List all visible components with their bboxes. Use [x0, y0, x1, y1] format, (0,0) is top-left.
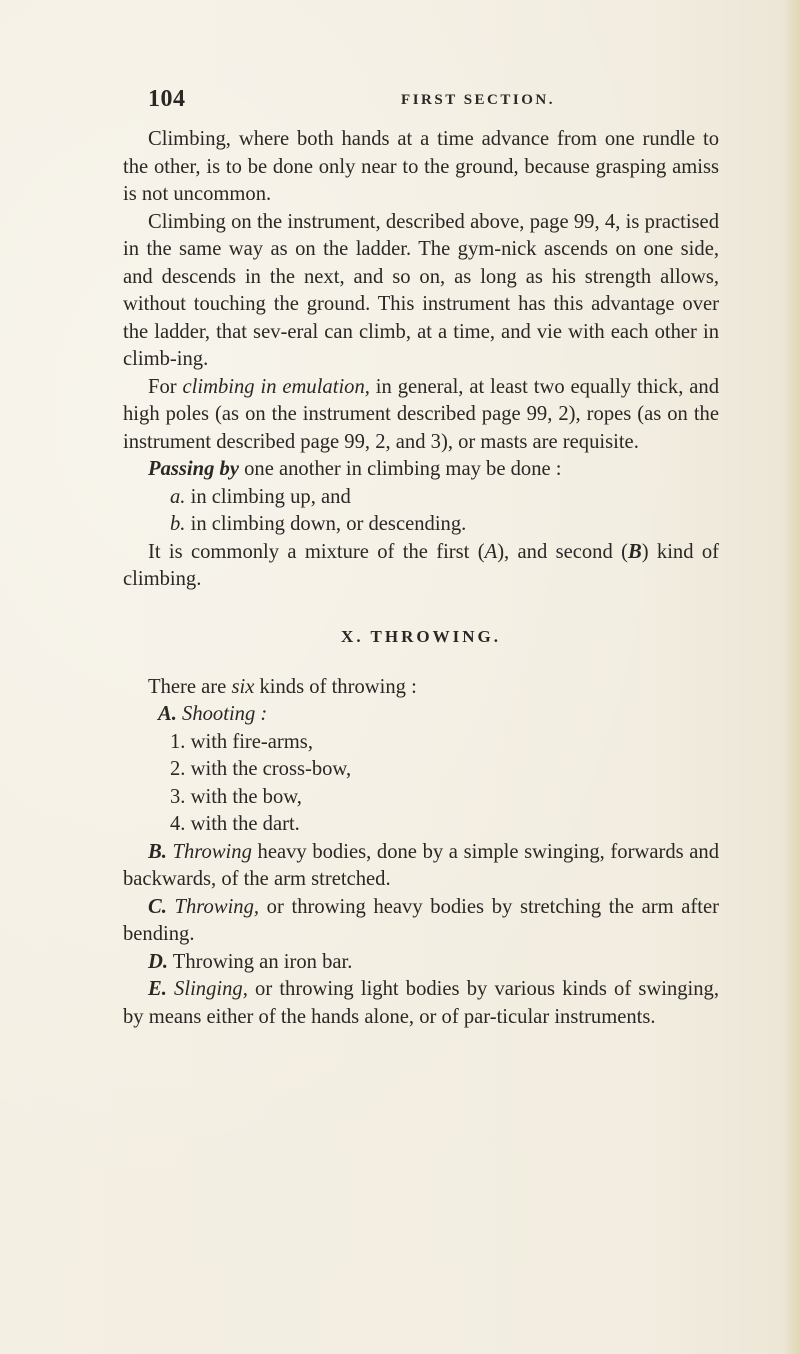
emulation-text: in general, at least two equally thick, and high poles (as on the instrument described page 99, 2), ropes (as on the instrument described page 99, 2, and 3), or masts are requisite.: [123, 375, 719, 453]
shooting-item-3: 3. with the bow,: [170, 785, 302, 808]
throwing-c: [123, 894, 719, 949]
list-item-b: [123, 511, 719, 539]
list-item-a-label: a.: [170, 485, 186, 508]
paragraph-climbing-emulation: [123, 374, 719, 457]
throwing-intro-rest: kinds of throwing :: [254, 675, 417, 698]
shooting-item-2: 2. with the cross-bow,: [170, 758, 352, 780]
throwing-d-text: Throwing an iron bar.: [168, 950, 353, 973]
throwing-e-title: Slinging,: [166, 978, 248, 1000]
throwing-e-label: E.: [148, 978, 167, 1000]
paragraph-climbing-hands: Climbing, where both hands at a time advance from one rundle to the other, is to be done only near to the ground, because grasping amiss is not uncommon.: [123, 128, 719, 205]
shooting-item-4: 4. with the dart.: [170, 813, 300, 835]
throwing-d: [123, 949, 719, 977]
running-head: FIRST SECTION.: [401, 92, 555, 108]
emulation-prefix: For: [148, 375, 183, 398]
throwing-b: [123, 839, 719, 894]
list-item-b-label: b.: [170, 513, 186, 535]
throwing-c-title: Throwing,: [166, 895, 260, 918]
emulation-term: climbing in emulation,: [182, 375, 370, 398]
paragraph-throwing-intro: [123, 674, 719, 702]
page-body: [123, 126, 719, 1031]
throwing-a-label: A.: [158, 703, 177, 725]
throwing-e: [123, 976, 719, 1031]
page-header: [148, 86, 708, 116]
mixture-b: B: [627, 540, 642, 563]
throwing-b-label: B.: [148, 840, 167, 863]
paragraph-passing-by: [123, 456, 719, 484]
paragraph-mixture: [123, 539, 719, 594]
mixture-prefix: It is commonly a mixture of the first (: [148, 540, 485, 563]
throwing-b-title: Throwing: [166, 840, 252, 863]
throwing-a-title: Shooting :: [176, 703, 268, 725]
list-item-b-text: in climbing down, or descending.: [185, 513, 467, 535]
throwing-d-label: D.: [148, 950, 169, 973]
throwing-b-text: heavy bodies, done by a simple swinging, forwards and backwards, of the arm stretched.: [123, 840, 720, 890]
mixture-a: A: [484, 540, 498, 563]
throwing-intro-term: six: [231, 675, 255, 698]
throwing-c-label: C.: [148, 895, 167, 918]
page-edge-stain: [782, 0, 800, 1354]
paragraph-climbing-instrument: Climbing on the instrument, described above, page 99, 4, is practised in the same way as on the ladder. The gym-nick ascends on one side, and descends in the next, and so on, as long as his strength allows, without touching the ground. This instrument has this advantage over the ladder, that sev-eral can climb, at a time, and vie with each other in climb-ing.: [123, 210, 719, 370]
passing-by-text: one another in climbing may be done :: [238, 458, 562, 480]
passing-by-term: Passing by: [148, 458, 239, 480]
throwing-a: [123, 701, 719, 729]
throwing-intro-prefix: There are: [148, 675, 232, 698]
mixture-rest: ) kind of climbing.: [123, 540, 720, 590]
throwing-e-text: or throwing light bodies by various kinds of swinging, by means either of the hands alone, or of par-ticular instruments.: [123, 978, 720, 1028]
section-heading-throwing: X. THROWING.: [341, 626, 501, 646]
throwing-c-text: or throwing heavy bodies by stretching the arm after bending.: [123, 895, 719, 945]
shooting-item-1: 1. with fire-arms,: [170, 730, 313, 753]
list-item-a: [123, 484, 719, 512]
list-item-a-text: in climbing up, and: [185, 485, 351, 508]
mixture-middle: ), and second (: [497, 540, 628, 563]
page-number: 104: [148, 86, 186, 112]
